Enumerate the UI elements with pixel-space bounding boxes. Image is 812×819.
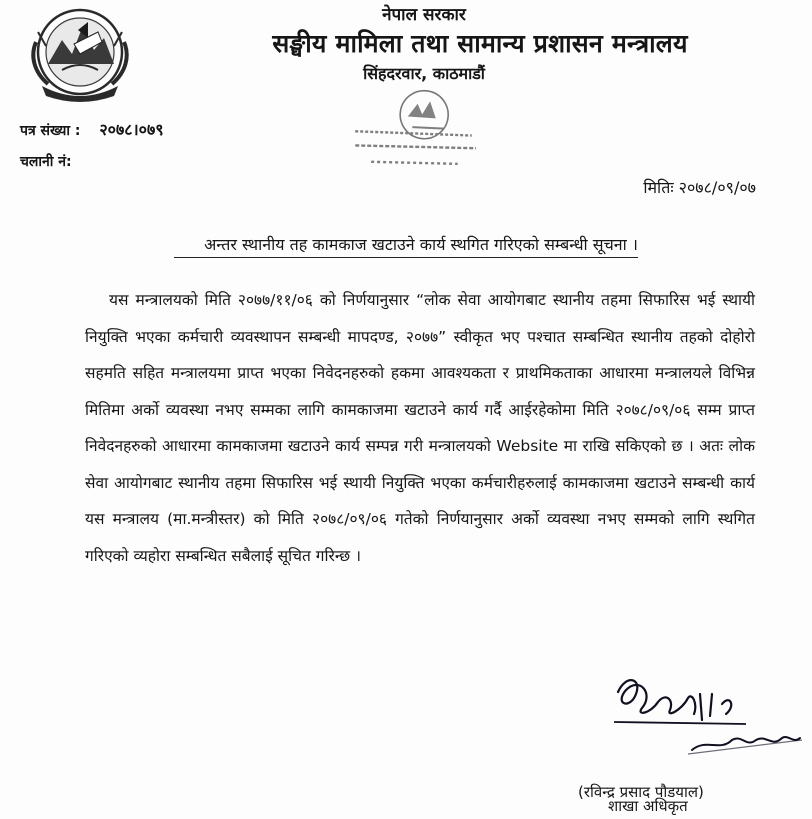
letter-number-value: २०७८।०७९	[99, 120, 164, 139]
dispatch-number	[20, 152, 72, 171]
letter-number	[20, 118, 164, 140]
date-value: २०७८/०९/०७	[678, 178, 756, 197]
subject-text: अन्तर स्थानीय तह कामकाज खटाउने कार्य स्थगित गरिएको सम्बन्धी सूचना ।	[174, 235, 638, 258]
issue-date	[643, 176, 756, 198]
date-label: मितिः	[643, 178, 674, 197]
signer-designation: शाखा अधिकृत	[608, 797, 688, 815]
handwritten-signature	[596, 664, 806, 764]
notice-body: यस मन्त्रालयको मिति २०७७/११/०६ को निर्णयानुसार “लोक सेवा आयोगबाट स्थानीय तहमा सिफारिस भई स्थायी नियुक्ति भएका कर्मचारी व्यवस्थापन सम्बन्धी मापदण्ड, २०७७” स्वीकृत भए पश्चात सम्बन्धित स्थानीय तहको दोहोरो सहमति सहित मन्त्रालयमा प्राप्त भएका निवेदनहरुको हकमा आवश्यकता र प्राथमिकताका आधारमा मन्त्रालयले विभिन्न मितिमा अर्को व्यवस्था नभए सम्मका लागि कामकाजमा खटाउने कार्य गर्दै आईरहेकोमा मिति २०७८/०९/०६ सम्म प्राप्त निवेदनहरुको आधारमा कामकाजमा खटाउने कार्य सम्पन्न गरी मन्त्रालयको Website मा राखि सकिएको छ । अतः लोक सेवा आयोगबाट स्थानीय तहमा सिफारिस भई स्थायी नियुक्ति भएका कर्मचारीहरुलाई कामकाजमा खटाउने सम्बन्धी कार्य यस मन्त्रालय (मा.मन्त्रीस्तर) को मिति २०७८/०९/०६ गतेको निर्णयानुसार अर्को व्यवस्था नभए सम्मको लागि स्थगित गरिएको व्यहोरा सम्बन्धित सबैलाई सूचित गरिन्छ ।	[85, 291, 755, 565]
subject-line	[0, 233, 812, 255]
signer-name: (रविन्द्र प्रसाद पौडयाल)	[578, 783, 704, 801]
official-stamp	[348, 70, 488, 190]
dispatch-number-label: चलानी नं:	[20, 154, 72, 170]
government-name: नेपाल सरकार	[382, 5, 466, 25]
office-location: सिंहदरवार, काठमाडौं	[363, 64, 485, 83]
ministry-name: सङ्घीय मामिला तथा सामान्य प्रशासन मन्त्रालय	[272, 29, 688, 58]
letter-number-label: पत्र संख्या :	[20, 123, 81, 139]
